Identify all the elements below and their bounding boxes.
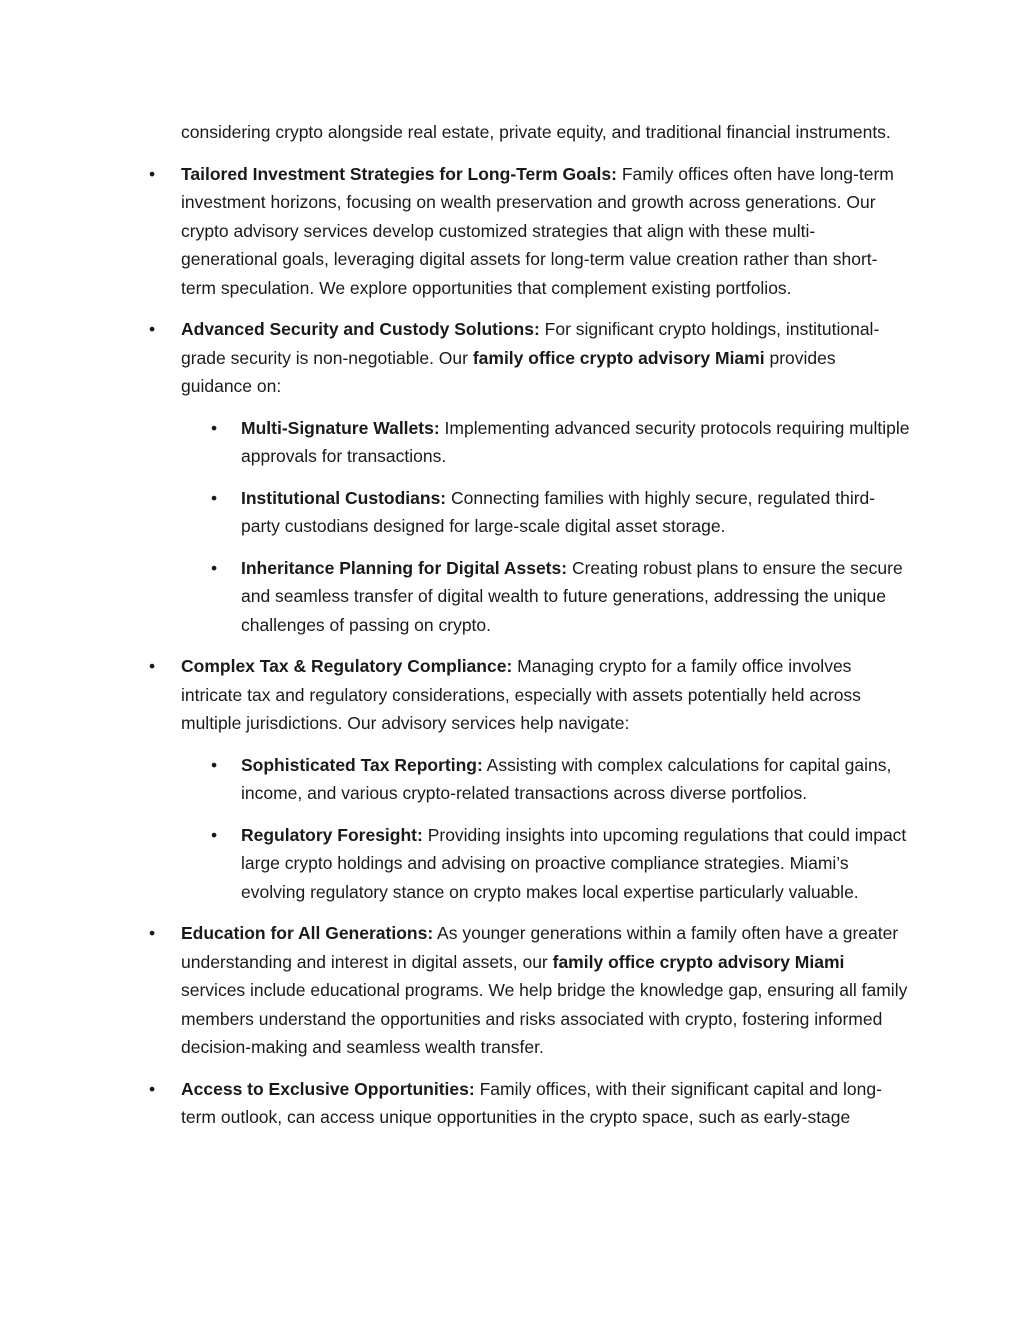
list-item-body-end: services include educational programs. We help bridge the knowledge gap, ensuring all family members understand the opportunities and risks associated with crypto, fostering informed decision-making and seamless wealth transfer. xyxy=(181,980,908,1057)
bullet-icon: • xyxy=(149,1078,156,1099)
list-item-body: Family offices often have long-term investment horizons, focusing on wealth preservation and growth across generations. Our crypto advisory services develop customized strategies that align with these multi-generational goals, leveraging digital assets for long-term value creation rather than short-term speculation. We explore opportunities that complement existing portfolios. xyxy=(181,163,894,298)
list-item-text xyxy=(181,315,911,401)
sublist-item-body: Providing insights into upcoming regulations that could impact large crypto holdings and advising on proactive compliance strategies. Miami’s evolving regulatory stance on crypto makes local expertise particularly valuable. xyxy=(241,824,907,902)
bullet-icon: • xyxy=(149,319,156,339)
sublist-item-tax-reporting xyxy=(0,751,911,808)
bullet-icon: • xyxy=(211,557,218,578)
list-item-heading: Education for All Generations: xyxy=(181,923,434,943)
sublist-item-heading: Institutional Custodians: xyxy=(241,487,447,508)
list-item-body-end: provides guidance on: xyxy=(181,347,836,396)
sublist-item-text xyxy=(241,554,911,640)
sublist-item-body: Connecting families with highly secure, regulated third-party custodians designed for large-scale digital asset storage. xyxy=(241,487,876,536)
list-item-body: As younger generations within a family often have a greater understanding and interest in digital assets, our xyxy=(181,923,899,972)
sublist-item-heading: Sophisticated Tax Reporting: xyxy=(241,754,483,775)
list-item-text xyxy=(181,652,911,738)
sublist-item-inheritance xyxy=(0,554,911,640)
intro-continuation: considering crypto alongside real estate, private equity, and traditional financial instruments. xyxy=(181,122,891,142)
list-item-heading: Complex Tax & Regulatory Compliance: xyxy=(181,656,513,676)
sublist-item-text xyxy=(241,414,911,471)
bullet-icon: • xyxy=(211,487,218,508)
bullet-icon: • xyxy=(211,417,218,438)
list-item-education xyxy=(0,919,911,1062)
sublist-item-heading: Regulatory Foresight: xyxy=(241,824,423,845)
bullet-icon: • xyxy=(149,923,156,943)
list-item-text xyxy=(181,1075,911,1132)
list-item-investment-strategies xyxy=(0,160,911,303)
bullet-icon: • xyxy=(211,824,218,845)
list-item-exclusive-opportunities xyxy=(0,1075,911,1132)
sublist-item-heading: Inheritance Planning for Digital Assets: xyxy=(241,557,568,578)
list-item-tax-compliance xyxy=(0,652,911,738)
bullet-icon: • xyxy=(149,656,156,676)
bullet-icon: • xyxy=(211,754,218,775)
sublist-item-custodians xyxy=(0,484,911,541)
list-item-heading: Tailored Investment Strategies for Long-Term Goals: xyxy=(181,163,617,184)
sublist-item-body: Creating robust plans to ensure the secure and seamless transfer of digital wealth to future generations, addressing the unique challenges of passing on crypto. xyxy=(241,557,903,635)
inline-keyword: family office crypto advisory Miami xyxy=(552,951,845,972)
list-item-body: For significant crypto holdings, institutional-grade security is non-negotiable. Our xyxy=(181,319,880,368)
sublist-item-body: Implementing advanced security protocols requiring multiple approvals for transactions. xyxy=(241,417,910,466)
sublist-item-text xyxy=(241,751,911,808)
list-item-security-custody xyxy=(0,315,911,401)
sublist-item-heading: Multi-Signature Wallets: xyxy=(241,417,440,438)
sublist-item-regulatory-foresight xyxy=(0,821,911,907)
sublist-item-text xyxy=(241,821,911,907)
bullet-icon: • xyxy=(149,163,156,184)
inline-keyword: family office crypto advisory Miami xyxy=(472,347,765,368)
list-item-text xyxy=(181,919,911,1062)
list-item-body: Family offices, with their significant capital and long-term outlook, can access unique opportunities in the crypto space, such as early-stage xyxy=(181,1078,882,1127)
document-page xyxy=(0,118,1024,1145)
list-item-heading: Access to Exclusive Opportunities: xyxy=(181,1078,475,1099)
sublist-item-multisig xyxy=(0,414,911,471)
list-item-body: Managing crypto for a family office involves intricate tax and regulatory considerations, especially with assets potentially held across multiple jurisdictions. Our advisory services help navigate: xyxy=(181,656,861,733)
list-item-heading: Advanced Security and Custody Solutions: xyxy=(181,319,540,339)
list-item-text xyxy=(181,160,911,303)
sublist-item-body: Assisting with complex calculations for capital gains, income, and various crypto-related transactions across diverse portfolios. xyxy=(241,754,892,803)
sublist-item-text xyxy=(241,484,911,541)
